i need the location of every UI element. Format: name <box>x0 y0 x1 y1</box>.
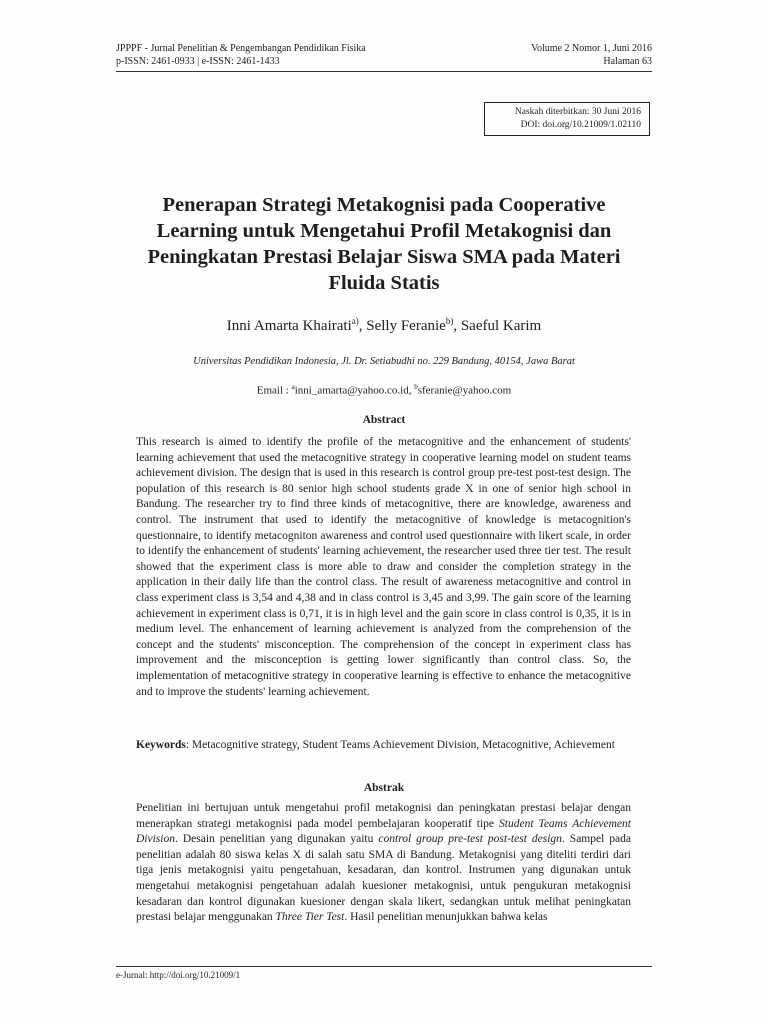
volume-line: Volume 2 Nomor 1, Juni 2016 <box>531 43 652 54</box>
author-list <box>0 316 768 335</box>
abstrak-italic-2: control group pre-test post-test design <box>378 833 562 846</box>
abstrak-italic-3: Three Tier Test <box>275 911 345 924</box>
email-line <box>0 383 768 397</box>
keywords-text: : Metacognitive strategy, Student Teams Achievement Division, Metacognitive, Achievement <box>185 739 615 751</box>
header-rule <box>116 71 652 72</box>
running-header-left <box>116 42 366 68</box>
email-b[interactable]: sferanie@yahoo.com <box>417 384 512 397</box>
footer-rule <box>116 966 652 967</box>
email-mark-a: a <box>291 383 295 391</box>
author-2: , Selly Feranie <box>358 318 446 334</box>
abstrak-text-1: Penelitian ini bertujuan untuk mengetahui profil metakognisi dan peningkatan prestasi belajar dengan menerapkan strategi metakognisi pada model pembelajaran kooperatif tipe <box>136 802 631 830</box>
email-mark-b: b <box>414 383 418 391</box>
affiliation: Universitas Pendidikan Indonesia, Jl. Dr. Setiabudhi no. 229 Bandung, 40154, Jawa Barat <box>193 356 575 367</box>
email-prefix: Email : <box>256 384 292 397</box>
paper-title: Penerapan Strategi Metakognisi pada Cooperative Learning untuk Mengetahui Profil Metakognisi dan Peningkatan Prestasi Belajar Siswa SMA pada Materi Fluida Statis <box>147 194 621 294</box>
keywords-label: Keywords <box>136 739 186 751</box>
abstrak-text-3: . Sampel pada penelitian adalah 80 siswa kelas X di salah satu SMA di Bandung. Metakognisi yang diteliti terdiri dari tiga jenis metakognisi yaitu pengetahuan, kesadaran, dan kontrol. Instrumen yang digunakan untuk mengetahui metakognisi pengetahuan adalah kuesioner metakognisi, untuk pengukuran metakognisi kesadaran dan kontrol digunakan kuesioner dengan skala likert, sedangkan untuk melihat peningkatan prestasi belajar menggunakan <box>136 833 632 924</box>
email-a[interactable]: inni_amarta@yahoo.co.id, <box>294 384 415 397</box>
footer-url[interactable]: e-Jurnal: http://doi.org/10.21009/1 <box>116 970 241 980</box>
abstract-heading: Abstract <box>362 414 406 426</box>
issn-line: p-ISSN: 2461-0933 | e-ISSN: 2461-1433 <box>116 56 280 67</box>
author-3: , Saeful Karim <box>453 318 542 334</box>
abstrak-italic-1: Student Teams Achievement Division <box>136 817 631 846</box>
publication-date: Naskah diterbitkan: 30 Juni 2016 <box>514 107 641 117</box>
page-number: Halaman 63 <box>603 56 652 67</box>
doi: DOI: doi.org/10.21009/1.02110 <box>520 120 641 130</box>
abstract-body: This research is aimed to identify the profile of the metacognitive and the enhancement of students' learning achievement that used the metacognitive strategy in cooperative learning model on student teams achievement division. The design that is used in this research is control group pre-test post-test design. The population of this research is 80 senior high school students grade X in one of senior high school in Bandung. The researcher try to find three kinds of metacognitive, there are knowledge, awareness and control. The instrument that used to identify the metacognitive of knowledge is metacognition's questionnaire, to identify metacogniton awareness and control used questionnaire with likert scale, in order to identify the enhancement of students' learning achievement, the researcher used three tier test. The result showed that the experiment class is more able to draw and consider the completion strategy in the application in their daily life than the control class. The result of awareness metacognitive and control in class experiment class is 3,54 and 4,38 and in class control is 3,45 and 3,99. The gain score of the learning achievement in experiment class is 0,71, it is in high level and the gain score in class control is 0,35, it is in medium level. The enhancement of learning achievement is analyzed from the comprehension of the concept and the students' misconception. The comprehension of the concept in experiment class has improvement and the misconception is getting lower significantly than control class. So, the implementation of metacognitive strategy in cooperative learning is effective to enhance the metacognitive and to improve the students' learning achievement. <box>136 436 631 698</box>
abstrak-text-2: . Desain penelitian yang digunakan yaitu <box>174 833 379 846</box>
keywords <box>136 738 631 754</box>
running-header-right <box>531 42 652 68</box>
abstrak-heading: Abstrak <box>363 782 405 794</box>
author-1-mark: a) <box>351 316 359 326</box>
abstrak-body <box>136 801 631 926</box>
author-2-mark: b) <box>445 316 454 326</box>
abstrak-text-4: . Hasil penelitian menunjukkan bahwa kelas <box>344 911 548 924</box>
journal-name: JPPPF - Jurnal Penelitian & Pengembangan Pendidikan Fisika <box>116 43 366 54</box>
author-1: Inni Amarta Khairati <box>226 318 352 334</box>
publication-info-box <box>484 102 650 136</box>
